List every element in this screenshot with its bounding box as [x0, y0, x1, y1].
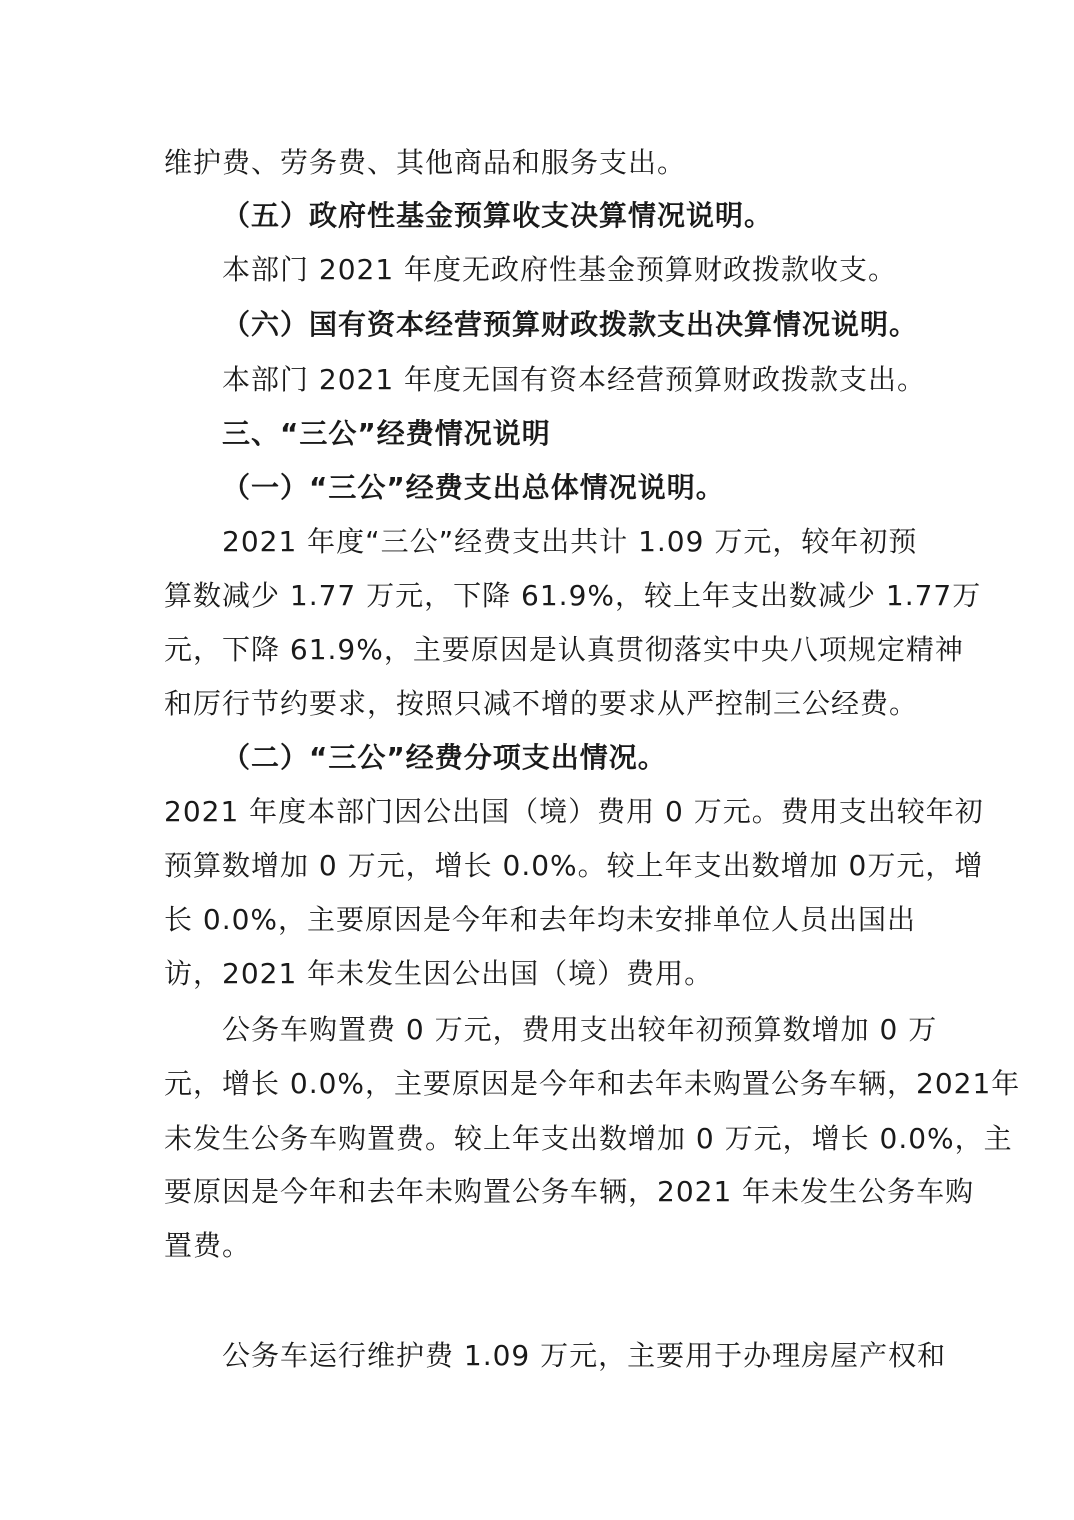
paragraph-line: 未发生公务车购置费。较上年支出数增加 0 万元，增长 0.0%，主 — [164, 1122, 1013, 1155]
paragraph-line: 预算数增加 0 万元，增长 0.0%。较上年支出数增加 0万元，增 — [164, 849, 984, 882]
paragraph-line: 要原因是今年和去年未购置公务车辆，2021 年未发生公务车购 — [164, 1175, 975, 1208]
paragraph-line: 本部门 2021 年度无国有资本经营预算财政拨款支出。 — [222, 363, 927, 396]
paragraph-line: 访，2021 年未发生因公出国（境）费用。 — [164, 957, 714, 990]
paragraph-line: 公务车购置费 0 万元，费用支出较年初预算数增加 0 万 — [222, 1013, 938, 1046]
paragraph-line: 长 0.0%，主要原因是今年和去年均未安排单位人员出国出 — [164, 903, 917, 936]
paragraph-line: 元，增长 0.0%，主要原因是今年和去年未购置公务车辆，2021年 — [164, 1067, 1021, 1100]
paragraph-line: 算数减少 1.77 万元，下降 61.9%，较上年支出数减少 1.77万 — [164, 579, 982, 612]
paragraph-line: 2021 年度本部门因公出国（境）费用 0 万元。费用支出较年初 — [164, 795, 984, 828]
section-heading: （一）“三公”经费支出总体情况说明。 — [222, 471, 725, 504]
paragraph-line: 和厉行节约要求，按照只减不增的要求从严控制三公经费。 — [164, 687, 919, 720]
section-heading: （五）政府性基金预算收支决算情况说明。 — [222, 199, 774, 232]
paragraph-line: 维护费、劳务费、其他商品和服务支出。 — [164, 146, 687, 179]
paragraph-line: 本部门 2021 年度无政府性基金预算财政拨款收支。 — [222, 253, 898, 286]
paragraph-line: 公务车运行维护费 1.09 万元，主要用于办理房屋产权和 — [222, 1339, 947, 1372]
paragraph-line: 2021 年度“三公”经费支出共计 1.09 万元，较年初预 — [222, 525, 918, 558]
section-heading: （二）“三公”经费分项支出情况。 — [222, 741, 667, 774]
section-heading: （六）国有资本经营预算财政拨款支出决算情况说明。 — [222, 308, 919, 341]
chapter-heading: 三、“三公”经费情况说明 — [222, 417, 551, 450]
paragraph-line: 置费。 — [164, 1229, 252, 1262]
paragraph-line: 元，下降 61.9%，主要原因是认真贯彻落实中央八项规定精神 — [164, 633, 964, 666]
